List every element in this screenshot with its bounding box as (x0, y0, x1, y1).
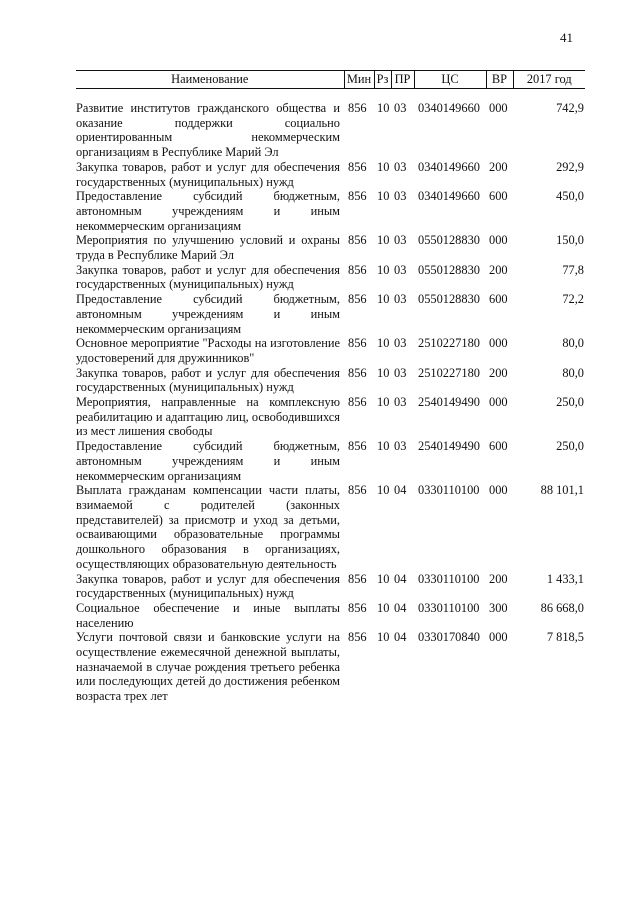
row-name: Предоставление субсидий бюджетным, автономным учреждениям и иным некоммерческим организациям (76, 189, 340, 233)
row-rz: 10 (377, 600, 390, 615)
row-vr: 000 (489, 630, 508, 645)
row-min: 856 (348, 262, 367, 277)
row-rz: 10 (377, 292, 390, 307)
row-min: 856 (348, 439, 367, 454)
row-cs: 0330110100 (418, 483, 480, 498)
page-number: 41 (560, 30, 573, 45)
table-row (76, 395, 585, 439)
header-cs: ЦС (414, 71, 486, 89)
row-cs: 2510227180 (418, 336, 480, 351)
budget-table (76, 70, 585, 704)
row-name: Закупка товаров, работ и услуг для обеспечения государственных (муниципальных) нужд (76, 571, 340, 601)
row-pr: 04 (394, 483, 407, 498)
row-name: Предоставление субсидий бюджетным, автономным учреждениям и иным некоммерческим организациям (76, 439, 340, 483)
row-vr: 200 (489, 571, 508, 586)
row-rz: 10 (377, 571, 390, 586)
row-sum: 150,0 (556, 233, 584, 248)
table-row (76, 336, 585, 365)
row-min: 856 (348, 336, 367, 351)
row-min: 856 (348, 159, 367, 174)
row-rz: 10 (377, 233, 390, 248)
row-sum: 450,0 (556, 189, 584, 204)
row-vr: 600 (489, 189, 508, 204)
row-cs: 2540149490 (418, 439, 480, 454)
row-vr: 000 (489, 483, 508, 498)
row-name: Закупка товаров, работ и услуг для обеспечения государственных (муниципальных) нужд (76, 159, 340, 189)
header-pr: ПР (391, 71, 414, 89)
row-cs: 2540149490 (418, 395, 480, 410)
row-vr: 200 (489, 159, 508, 174)
row-min: 856 (348, 365, 367, 380)
table-row (76, 601, 585, 630)
row-cs: 0340149660 (418, 189, 480, 204)
row-sum: 292,9 (556, 159, 584, 174)
row-min: 856 (348, 233, 367, 248)
row-cs: 0550128830 (418, 233, 480, 248)
row-name: Мероприятия, направленные на комплексную реабилитацию и адаптацию лиц, освободившихся из мест лишения свободы (76, 395, 340, 439)
row-rz: 10 (377, 101, 390, 115)
row-pr: 03 (394, 159, 407, 174)
table-row (76, 263, 585, 292)
row-vr: 600 (489, 439, 508, 454)
table-row (76, 483, 585, 571)
row-pr: 03 (394, 101, 407, 115)
header-name: Наименование (76, 71, 344, 89)
table-row (76, 89, 585, 160)
row-min: 856 (348, 571, 367, 586)
row-name: Закупка товаров, работ и услуг для обеспечения государственных (муниципальных) нужд (76, 262, 340, 292)
row-vr: 200 (489, 365, 508, 380)
row-pr: 03 (394, 365, 407, 380)
row-name: Мероприятия по улучшению условий и охраны труда в Республике Марий Эл (76, 233, 340, 263)
row-name: Социальное обеспечение и иные выплаты населению (76, 600, 340, 630)
row-pr: 03 (394, 233, 407, 248)
row-min: 856 (348, 630, 367, 645)
row-cs: 0330110100 (418, 571, 480, 586)
row-pr: 04 (394, 630, 407, 645)
row-sum: 250,0 (556, 439, 584, 454)
table-row (76, 439, 585, 483)
row-cs: 0330110100 (418, 600, 480, 615)
row-sum: 742,9 (556, 101, 584, 115)
row-vr: 000 (489, 233, 508, 248)
table-header-row (76, 71, 585, 89)
row-min: 856 (348, 189, 367, 204)
row-vr: 200 (489, 262, 508, 277)
table-row (76, 572, 585, 601)
row-min: 856 (348, 395, 367, 410)
row-pr: 03 (394, 189, 407, 204)
table-row (76, 233, 585, 262)
row-pr: 04 (394, 571, 407, 586)
row-name: Закупка товаров, работ и услуг для обеспечения государственных (муниципальных) нужд (76, 365, 340, 395)
row-rz: 10 (377, 189, 390, 204)
header-vr: ВР (486, 71, 513, 89)
row-rz: 10 (377, 336, 390, 351)
row-name: Предоставление субсидий бюджетным, автономным учреждениям и иным некоммерческим организациям (76, 292, 340, 336)
row-cs: 0330170840 (418, 630, 480, 645)
table-row (76, 160, 585, 189)
row-name: Услуги почтовой связи и банковские услуги на осуществление ежемесячной денежной выплаты, назначаемой в случае рождения третьего ребенка или последующих детей до достижения ребенком возраста трех лет (76, 630, 340, 704)
row-pr: 04 (394, 600, 407, 615)
row-cs: 0550128830 (418, 262, 480, 277)
row-vr: 000 (489, 395, 508, 410)
row-sum: 72,2 (562, 292, 584, 307)
header-min: Мин (344, 71, 374, 89)
row-rz: 10 (377, 483, 390, 498)
row-name: Выплата гражданам компенсации части платы, взимаемой с родителей (законных представителей) за присмотр и уход за детьми, осваивающими образовательные программы дошкольного образования в организациях, осуществляющих образовательную деятельность (76, 483, 340, 571)
table-row (76, 292, 585, 336)
row-pr: 03 (394, 292, 407, 307)
row-rz: 10 (377, 159, 390, 174)
row-rz: 10 (377, 395, 390, 410)
row-min: 856 (348, 292, 367, 307)
row-pr: 03 (394, 262, 407, 277)
row-name: Развитие институтов гражданского общества и оказание поддержки социально ориентированным некоммерческим организациям в Республике Марий Эл (76, 101, 340, 160)
row-min: 856 (348, 483, 367, 498)
row-pr: 03 (394, 439, 407, 454)
row-sum: 77,8 (562, 262, 584, 277)
row-rz: 10 (377, 630, 390, 645)
row-min: 856 (348, 101, 367, 115)
header-rz: Рз (374, 71, 391, 89)
row-rz: 10 (377, 439, 390, 454)
row-name: Основное мероприятие "Расходы на изготовление удостоверений для дружинников" (76, 336, 340, 365)
row-pr: 03 (394, 336, 407, 351)
row-rz: 10 (377, 262, 390, 277)
row-vr: 300 (489, 600, 508, 615)
row-cs: 0340149660 (418, 159, 480, 174)
row-sum: 88 101,1 (540, 483, 584, 498)
row-vr: 000 (489, 336, 508, 351)
table-row (76, 189, 585, 233)
row-vr: 600 (489, 292, 508, 307)
table-row (76, 630, 585, 704)
table-row (76, 366, 585, 395)
row-cs: 2510227180 (418, 365, 480, 380)
row-pr: 03 (394, 395, 407, 410)
row-sum: 7 818,5 (546, 630, 584, 645)
row-sum: 1 433,1 (546, 571, 584, 586)
row-sum: 80,0 (562, 336, 584, 351)
row-sum: 86 668,0 (540, 600, 584, 615)
row-vr: 000 (489, 101, 508, 115)
row-min: 856 (348, 600, 367, 615)
row-cs: 0340149660 (418, 101, 480, 115)
row-cs: 0550128830 (418, 292, 480, 307)
row-sum: 80,0 (562, 365, 584, 380)
row-sum: 250,0 (556, 395, 584, 410)
row-rz: 10 (377, 365, 390, 380)
header-sum: 2017 год (513, 71, 585, 89)
